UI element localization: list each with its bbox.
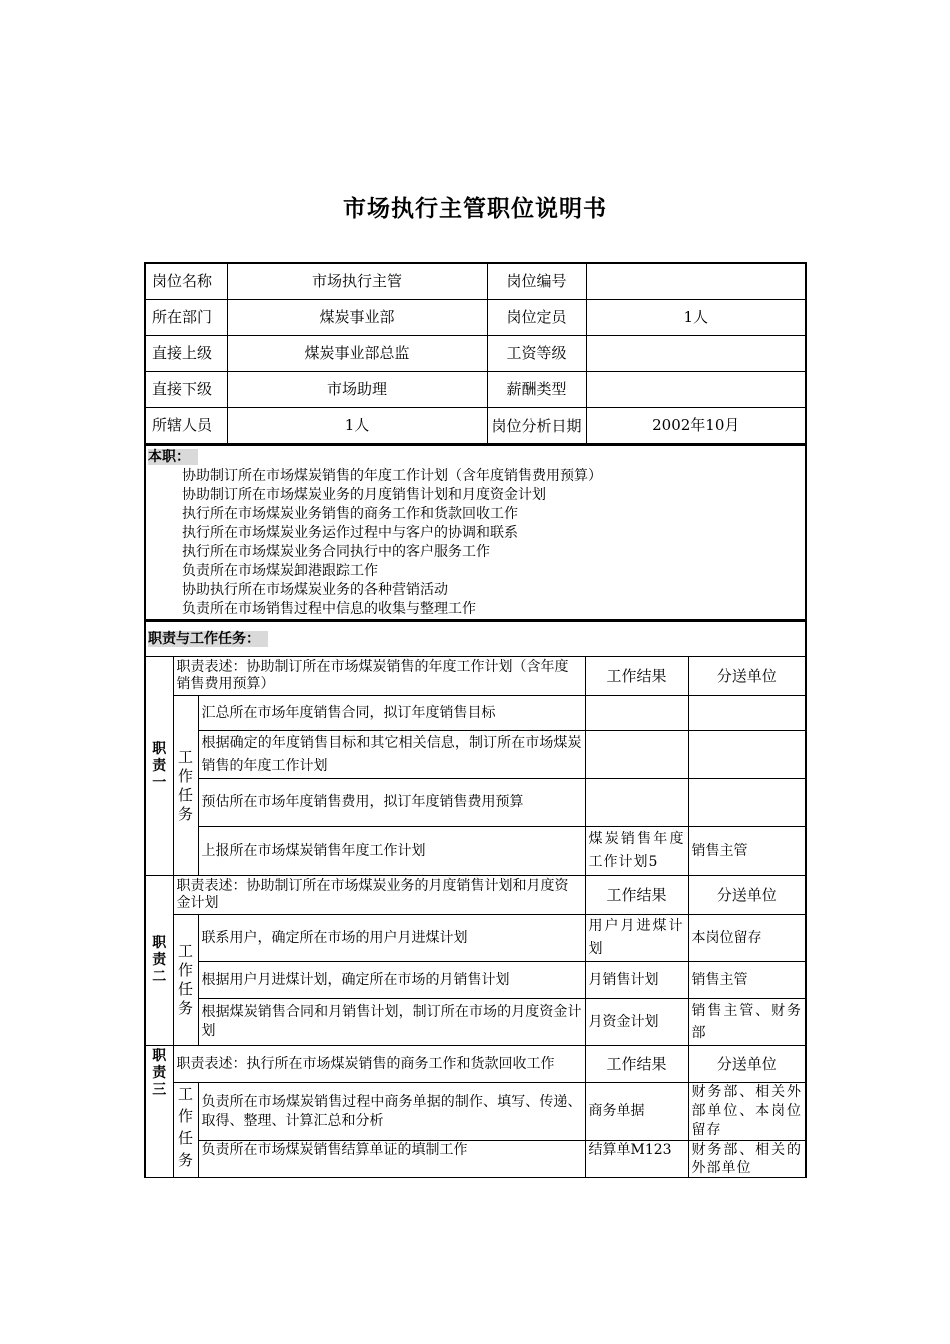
- table-row: [145, 915, 806, 962]
- value-salary-grade: [586, 336, 806, 372]
- value-pay-type: [586, 372, 806, 408]
- responsibility-2-header: [145, 876, 806, 915]
- task-dest: 财务部、相关外部单位、本岗位留存: [688, 1083, 806, 1141]
- document-title: 市场执行主管职位说明书: [343, 196, 607, 222]
- task-result: [585, 731, 688, 779]
- task-label: 工作任务: [173, 915, 198, 1046]
- table-row: [145, 962, 806, 999]
- task-dest: [688, 696, 806, 731]
- duty-item: 执行所在市场煤炭业务运作过程中与客户的协调和联系: [182, 525, 518, 541]
- value-position-code: [586, 263, 806, 300]
- result-header: 工作结果: [585, 657, 688, 696]
- task-text: 联系用户，确定所在市场的用户月进煤计划: [198, 915, 585, 962]
- task-result: 商务单据: [585, 1083, 688, 1141]
- table-row: [145, 731, 806, 779]
- value-direct-superior: 煤炭事业部总监: [227, 336, 487, 372]
- task-result: [585, 696, 688, 731]
- label-direct-subordinate: 直接下级: [145, 372, 227, 408]
- basic-info-table: [144, 262, 807, 445]
- info-row: [145, 372, 806, 408]
- duty-item: 协助制订所在市场煤炭销售的年度工作计划（含年度销售费用预算）: [182, 468, 602, 484]
- duty-item: 负责所在市场销售过程中信息的收集与整理工作: [182, 601, 476, 617]
- task-text: 负责所在市场煤炭销售过程中商务单据的制作、填写、传递、取得、整理、计算汇总和分析: [198, 1083, 585, 1141]
- task-dest: 财务部、相关的外部单位: [688, 1141, 806, 1178]
- duty-list: [146, 467, 805, 619]
- duty-item: 执行所在市场煤炭业务销售的商务工作和货款回收工作: [182, 506, 518, 522]
- value-direct-subordinate: 市场助理: [227, 372, 487, 408]
- duty-heading: 本职：: [148, 449, 198, 465]
- label-position-name: 岗位名称: [145, 263, 227, 300]
- task-text: 上报所在市场煤炭销售年度工作计划: [198, 827, 585, 876]
- label-staff-count: 所辖人员: [145, 408, 227, 445]
- table-row: [145, 1141, 806, 1178]
- responsibility-2-label: 职责二: [145, 876, 173, 1046]
- task-result: 月资金计划: [585, 999, 688, 1046]
- task-dest: 本岗位留存: [688, 915, 806, 962]
- responsibility-2-desc: 职责表述：协助制订所在市场煤炭业务的月度销售计划和月度资金计划: [173, 876, 585, 915]
- task-text: 根据煤炭销售合同和月销售计划，制订所在市场的月度资金计划: [198, 999, 585, 1046]
- task-label: 工作任务: [173, 1083, 198, 1178]
- table-row: [145, 999, 806, 1046]
- task-result: [585, 779, 688, 827]
- responsibility-1-desc: 职责表述：协助制订所在市场煤炭销售的年度工作计划（含年度销售费用预算）: [173, 657, 585, 696]
- table-row: [145, 779, 806, 827]
- task-dest: 销售主管、财务部: [688, 999, 806, 1046]
- task-dest: 销售主管: [688, 827, 806, 876]
- responsibilities-heading: 职责与工作任务：: [148, 631, 268, 647]
- value-analysis-date: 2002年10月: [586, 408, 806, 445]
- label-pay-type: 薪酬类型: [487, 372, 586, 408]
- table-row: [145, 696, 806, 731]
- result-header: 工作结果: [585, 876, 688, 915]
- duty-item: 协助制订所在市场煤炭业务的月度销售计划和月度资金计划: [182, 487, 546, 503]
- dest-header: 分送单位: [688, 1046, 806, 1083]
- responsibilities-table: [144, 621, 807, 1178]
- task-text: 汇总所在市场年度销售合同，拟订年度销售目标: [198, 696, 585, 731]
- duty-item: 执行所在市场煤炭业务合同执行中的客户服务工作: [182, 544, 490, 560]
- info-row: [145, 408, 806, 445]
- responsibility-1-header: [145, 657, 806, 696]
- label-analysis-date: 岗位分析日期: [487, 408, 586, 445]
- responsibility-3-header: [145, 1046, 806, 1083]
- duty-item: 负责所在市场煤炭卸港跟踪工作: [182, 563, 378, 579]
- responsibility-3-label: 职责三: [145, 1046, 173, 1178]
- info-row: [145, 336, 806, 372]
- table-row: [145, 1083, 806, 1141]
- label-department: 所在部门: [145, 300, 227, 336]
- value-headcount: 1人: [586, 300, 806, 336]
- task-dest: [688, 731, 806, 779]
- task-result: 结算单M123: [585, 1141, 688, 1178]
- label-salary-grade: 工资等级: [487, 336, 586, 372]
- responsibility-3-desc: 职责表述：执行所在市场煤炭销售的商务工作和货款回收工作: [173, 1046, 585, 1083]
- task-label: 工作任务: [173, 696, 198, 876]
- responsibility-1-label: 职责一: [145, 657, 173, 876]
- duty-section: [144, 445, 807, 621]
- info-row: [145, 263, 806, 300]
- duty-item: 协助执行所在市场煤炭业务的各种营销活动: [182, 582, 448, 598]
- job-description-sheet: [144, 262, 807, 1178]
- result-header: 工作结果: [585, 1046, 688, 1083]
- task-result: 用户月进煤计划: [585, 915, 688, 962]
- task-text: 根据用户月进煤计划，确定所在市场的月销售计划: [198, 962, 585, 999]
- task-result: 煤炭销售年度工作计划5: [585, 827, 688, 876]
- dest-header: 分送单位: [688, 657, 806, 696]
- table-row: [145, 827, 806, 876]
- value-department: 煤炭事业部: [227, 300, 487, 336]
- value-position-name: 市场执行主管: [227, 263, 487, 300]
- label-direct-superior: 直接上级: [145, 336, 227, 372]
- label-headcount: 岗位定员: [487, 300, 586, 336]
- value-staff-count: 1人: [227, 408, 487, 445]
- info-row: [145, 300, 806, 336]
- task-text: 根据确定的年度销售目标和其它相关信息，制订所在市场煤炭销售的年度工作计划: [198, 731, 585, 779]
- dest-header: 分送单位: [688, 876, 806, 915]
- task-text: 负责所在市场煤炭销售结算单证的填制工作: [198, 1141, 585, 1178]
- task-dest: 销售主管: [688, 962, 806, 999]
- task-result: 月销售计划: [585, 962, 688, 999]
- task-text: 预估所在市场年度销售费用，拟订年度销售费用预算: [198, 779, 585, 827]
- label-position-code: 岗位编号: [487, 263, 586, 300]
- task-dest: [688, 779, 806, 827]
